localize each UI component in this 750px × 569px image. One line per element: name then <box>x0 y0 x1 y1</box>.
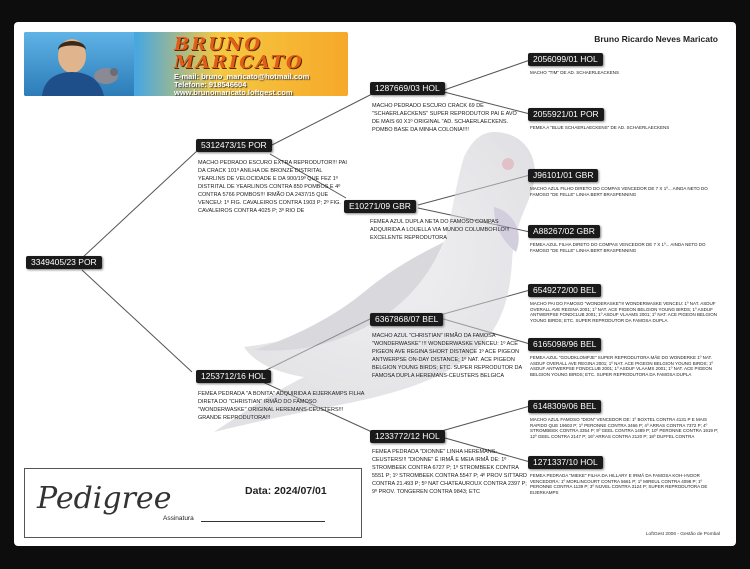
breeder-avatar-icon <box>24 32 134 96</box>
ds-description: MACHO AZUL "CHRISTIAN" IRMÃO DA FAMOSA "WONDERWASKE" !!! WONDERWASKE VENCEU: 1º ACE PIGEON AVE REGINA SHORT DISTANCE 1º ACE PIGEON ANTWERPSE ON-DAY DISTANCE; 1º NAT. ACE PIGEON BELGION YOUNG BIRDS; ETC. SUPER REPRODUTOR DA FAMOSA DUPLA HEREMANS-CEUSTERS BELGICA <box>372 333 522 379</box>
signature-line <box>201 521 325 522</box>
ss-description: MACHO PEDRADO ESCURO CRACK 69 DE "SCHAERLAECKENS" SUPER REPRODUTOR PAI E AVO DE MAIS 60 X1º ORIGINAL "AD. SCHAERLAECKENS. POMBO BASE DA MINHA COLONIA!!!! <box>372 103 517 133</box>
dam-description: FEMEA PEDRADA "A BONITA" ADQUIRIDA A EIJERKAMPS FILHA DIRETA DO "CHRISTIAN" IRMÃO DO FAMOSO "WONDERWASKE" ORIGINAL HEREMANS-CEUSTERS!!! GRANDE REPRODUTORA!!! <box>198 391 365 421</box>
dss-ring-box: 6549272/00 BEL <box>528 284 601 297</box>
dds-description: MACHO AZUL FAMOSO "DION" VENCEDOR DE: 1º BOXTEL CONTRA 4131 P E MAIS RAPIDO QUE 19603 P; 1º PERONNE CONTRA 3466 P; 4º ARRAS CONTRA 7372 P; 4º STROMBEEK CONTRA 3354 P; 9º GEEL CONTRA 1489 P; 10º PERONNE CONTRA 1919 P; 12º GEEL CONTRA 2147 P; 16º ARRAS CONTRA 2120 P; 18º DUFFEL CONTRA <box>530 417 719 439</box>
owner-name: Bruno Ricardo Neves Maricato <box>594 34 718 44</box>
dd-description: FEMEA PEDRADA "DIONNE" LINHA HEREMANS-CEUSTERS!!! "DIONNE" É IRMÃ E MEIA IRMÃ DE: 1º STROMBEEK CONTRA 6727 P; 1º STROMBEEK CONTRA 5551 P; 1º STROMBEEK CONTRA 5547 P; 4º PROV SITTARD CONTRA 21.493 P; 5º NAT CHATEAUROUX CONTRA 2397 P; 9º PROV. TONGEREN CONTRA 9843; ETC <box>372 449 527 495</box>
signature-label: Assinatura <box>163 515 194 522</box>
pedigree-date: Data: 2024/07/01 <box>245 485 327 497</box>
banner-name-last: MARICATO <box>174 52 304 73</box>
sire-description: MACHO PEDRADO ESCURO EXTRA REPRODUTOR!!! PAI DA CRACK 101º ANILHA DE BRONZE DISTRITAL YEARLINS DE VELOCIDADE E DA 900/19º QUE FEZ 1º DISTRITAL DE YEARLINOS CONTRA 850 POMBOS E 4º CONTRA 5766 POMBOS!!! IRMÃO DA 2437/15 QUE VENCEU: 1º FIG. CAVALEIROS CONTRA 1903 P; 2º FIG. CAVALEIROS CONTRA 4025 P; 3º RIO DE <box>198 160 347 214</box>
ssd-description: FEMEA A "BLUE SCHAERLAECKENS" DE AD. SCHAERLAECKENS <box>530 125 670 130</box>
pedigree-logo: Pedigree <box>37 481 172 516</box>
sss-ring-box: 2056099/01 HOL <box>528 53 603 66</box>
dds-ring-box: 6148309/06 BEL <box>528 400 601 413</box>
dss-description: MACHO PAI DO FAMOSO "WONDERASKE"!!! WONDERWASKE VENCEU: 1º NAT. ASDUF OVERALL AVE REGINA 2001; 1º NAT. ACE PIGEON BELGION YOUNG BIRDS; 1º ASDUF ANTWERPSE FONDCLUB 2001; 1º ASDUF VLAAMS 2001; 1º NAT. ACE PIGEON BELGION YOUNG BIRDS; ETC. SUPER REPRODUTOR DA FAMOSA DUPLA <box>530 301 718 323</box>
sdd-description: FEMEA AZUL FILHA DIRETO DO COMPAS VENCEDOR DE 7 X 1º... AINDA NETO DO FAMOSO "DE FELLE" LINHA BERT BRASPENNING <box>530 242 706 253</box>
sd-ring-box: E10271/09 GBR <box>344 200 416 213</box>
sss-description: MACHO "TIM" DE AD. SCHAERLEACKENS <box>530 70 619 75</box>
sdd-ring-box: A88267/02 GBR <box>528 225 600 238</box>
ds-ring-box: 6367868/07 BEL <box>370 313 443 326</box>
software-credit: LoftGest 2006 - Gestão de Pombal <box>645 532 720 537</box>
banner-email: E-mail: bruno_maricato@hotmail.com <box>174 72 310 81</box>
breeder-photo <box>24 32 134 96</box>
sds-description: MACHO AZUL FILHO DIRETO DO COMPAS VENCEDOR DE 7 X 1º... AINDA NETO DO FAMOSO "DE FELLE" LINHA BERT BRASPENNING <box>530 186 708 197</box>
pedigree-footer-box <box>24 468 362 538</box>
banner-name-first: BRUNO <box>174 34 263 55</box>
ssd-ring-box: 2055921/01 POR <box>528 108 604 121</box>
ddd-ring-box: 1271337/10 HOL <box>528 456 603 469</box>
pedigree-sheet <box>14 22 736 546</box>
dd-ring-box: 1233772/12 HOL <box>370 430 445 443</box>
subject-ring-box: 3349405/23 POR <box>26 256 102 269</box>
sds-ring-box: J96101/01 GBR <box>528 169 598 182</box>
ddd-description: FEMEA PEDRADA "MIEKE" FILHA DA HILLARY E IRMÃ DA FAMOSA KOH-I-NOOR VENCEDORA: 1º MORLINCOURT CONTRA 5661 P; 1º MIREUL CONTRA 4098 P; 1º PERONNE CONTRA 1139 P; 3º NIJVEL CONTRA 3124 P; SUPER REPRODUTORA DE EIJERKAMPS <box>530 473 708 495</box>
sire-ring-box: 5312473/15 POR <box>196 139 272 152</box>
dsd-ring-box: 6165098/96 BEL <box>528 338 601 351</box>
dam-ring-box: 1253712/16 HOL <box>196 370 271 383</box>
dsd-description: FEMEA AZUL "GOUDKLOMPJE" SUPER REPRODUTORA MÃE DO WONDERKE 1º NAT. ASDUF OVERALL AVE REGINA 2001; 1º NAT. ACE PIGEON BELGION YOUNG BIRDS; 1º ASDUF ANTWERPSE FONDCLUB 2001; 1º ASDUF VLAAMS 2001; 1º NAT. ACE PIGEON BELGION YOUNG BIRDS; ETC. SUPER REPRODUTORA DA FAMOSA DUPLA <box>530 355 714 377</box>
ss-ring-box: 1287669/03 HOL <box>370 82 445 95</box>
breeder-banner <box>24 32 348 96</box>
banner-phone: Telefone: 918546604 <box>174 80 247 89</box>
sd-description: FEMEA AZUL DUPLA NETA DO FAMOSO COMPAS ADQUIRIDA A LOUELLA VIA MUNDO COLUMBOFILO!!! EXCELENTE REPRODUTORA <box>370 219 510 241</box>
banner-website: www.brunomaricato.loftgest.com <box>174 88 293 96</box>
